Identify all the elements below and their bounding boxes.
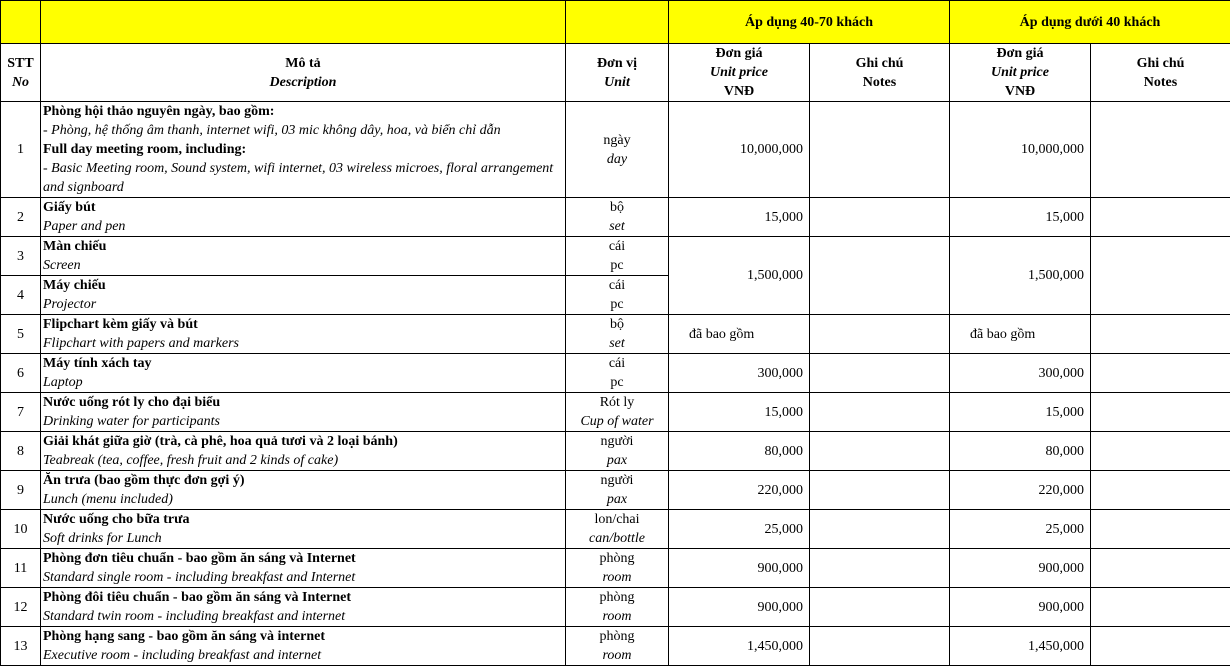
- row-description: Phòng đôi tiêu chuẩn - bao gồm ăn sáng và Internet Standard twin room - including breakfast and internet: [41, 588, 566, 627]
- row-unit: bộ set: [566, 198, 669, 237]
- row-notes-b: [1091, 393, 1230, 432]
- row-notes-b: [1091, 627, 1230, 666]
- row-price-a: 300,000: [669, 354, 810, 393]
- row-price-a: 900,000: [669, 549, 810, 588]
- table-row: [1, 510, 1230, 549]
- row-notes-a: [810, 510, 950, 549]
- row-description: Ăn trưa (bao gồm thực đơn gợi ý) Lunch (menu included): [41, 471, 566, 510]
- row-description: Phòng hạng sang - bao gồm ăn sáng và internet Executive room - including breakfast and internet: [41, 627, 566, 666]
- row-price-a: 900,000: [669, 588, 810, 627]
- row-notes-b: [1091, 588, 1230, 627]
- table-row: [1, 432, 1230, 471]
- header-stt: STT No: [1, 44, 41, 102]
- row-price-b: 900,000: [950, 549, 1091, 588]
- row-notes-a: [810, 549, 950, 588]
- table-row: [1, 237, 1230, 276]
- row-number: 6: [1, 354, 41, 393]
- header-unit: Đơn vị Unit: [566, 44, 669, 102]
- header-notes-a: Ghi chú Notes: [810, 44, 950, 102]
- row-notes-a: [810, 393, 950, 432]
- row-notes-a: [810, 198, 950, 237]
- row-unit: phòng room: [566, 627, 669, 666]
- row-description: Giải khát giữa giờ (trà, cà phê, hoa quả tươi và 2 loại bánh) Teabreak (tea, coffee, fresh fruit and 2 kinds of cake): [41, 432, 566, 471]
- row-price-a: 25,000: [669, 510, 810, 549]
- row-unit: bộ set: [566, 315, 669, 354]
- header-row-groups: [1, 1, 1230, 44]
- row-price-b: 1,450,000: [950, 627, 1091, 666]
- header-group-40-70: Áp dụng 40-70 khách: [669, 1, 950, 44]
- row-notes-a: [810, 237, 950, 315]
- row-description: Nước uống cho bữa trưa Soft drinks for Lunch: [41, 510, 566, 549]
- row-price-a: 15,000: [669, 393, 810, 432]
- table-row: [1, 549, 1230, 588]
- row-price-a: 15,000: [669, 198, 810, 237]
- header-notes-b: Ghi chú Notes: [1091, 44, 1230, 102]
- row-unit: phòng room: [566, 549, 669, 588]
- row-number: 12: [1, 588, 41, 627]
- row-notes-a: [810, 627, 950, 666]
- row-price-a: 220,000: [669, 471, 810, 510]
- row-price-b: đã bao gồm: [950, 315, 1091, 354]
- row-price-a: 1,450,000: [669, 627, 810, 666]
- row-number: 5: [1, 315, 41, 354]
- table-row: [1, 471, 1230, 510]
- row-unit: lon/chai can/bottle: [566, 510, 669, 549]
- header-price-b: Đơn giá Unit price VNĐ: [950, 44, 1091, 102]
- row-description: Phòng hội thảo nguyên ngày, bao gồm: - Phòng, hệ thống âm thanh, internet wifi, 03 mic không dây, hoa, và biển chỉ dẫn Full day meeting room, including: - Basic Meeting room, Sound system, wifi internet, 03 wireless microes, floral arrangement and signboard: [41, 102, 566, 198]
- table-row: [1, 354, 1230, 393]
- table-row: [1, 198, 1230, 237]
- row-notes-a: [810, 315, 950, 354]
- row-notes-b: [1091, 198, 1230, 237]
- table-row: [1, 102, 1230, 198]
- row-number: 1: [1, 102, 41, 198]
- row-number: 10: [1, 510, 41, 549]
- row-notes-a: [810, 471, 950, 510]
- row-notes-a: [810, 354, 950, 393]
- table-row: [1, 393, 1230, 432]
- row-unit: người pax: [566, 432, 669, 471]
- row-unit: cái pc: [566, 354, 669, 393]
- row-number: 7: [1, 393, 41, 432]
- row-price-b: 25,000: [950, 510, 1091, 549]
- header-empty-unit: [566, 1, 669, 44]
- row-price-b: 15,000: [950, 393, 1091, 432]
- row-unit: phòng room: [566, 588, 669, 627]
- row-description: Máy chiếu Projector: [41, 276, 566, 315]
- row-unit: cái pc: [566, 276, 669, 315]
- header-empty-desc: [41, 1, 566, 44]
- row-number: 2: [1, 198, 41, 237]
- row-notes-a: [810, 588, 950, 627]
- row-price-b: 220,000: [950, 471, 1091, 510]
- table-row: [1, 588, 1230, 627]
- row-notes-a: [810, 102, 950, 198]
- table-row: [1, 627, 1230, 666]
- row-price-a: 80,000: [669, 432, 810, 471]
- header-empty-stt: [1, 1, 41, 44]
- row-notes-b: [1091, 510, 1230, 549]
- row-price-b: 1,500,000: [950, 237, 1091, 315]
- row-description: Màn chiếu Screen: [41, 237, 566, 276]
- row-notes-b: [1091, 549, 1230, 588]
- row-price-b: 15,000: [950, 198, 1091, 237]
- row-price-b: 80,000: [950, 432, 1091, 471]
- row-price-a: 10,000,000: [669, 102, 810, 198]
- row-notes-b: [1091, 102, 1230, 198]
- header-row-columns: [1, 44, 1230, 102]
- row-description: Phòng đơn tiêu chuẩn - bao gồm ăn sáng và Internet Standard single room - including breakfast and Internet: [41, 549, 566, 588]
- row-notes-a: [810, 432, 950, 471]
- table-row: [1, 315, 1230, 354]
- row-number: 8: [1, 432, 41, 471]
- header-group-under-40: Áp dụng dưới 40 khách: [950, 1, 1230, 44]
- row-notes-b: [1091, 432, 1230, 471]
- row-number: 3: [1, 237, 41, 276]
- row-description: Giấy bút Paper and pen: [41, 198, 566, 237]
- row-notes-b: [1091, 315, 1230, 354]
- row-unit: Rót ly Cup of water: [566, 393, 669, 432]
- row-notes-b: [1091, 471, 1230, 510]
- row-price-a: 1,500,000: [669, 237, 810, 315]
- row-price-b: 900,000: [950, 588, 1091, 627]
- row-price-b: 10,000,000: [950, 102, 1091, 198]
- row-description: Máy tính xách tay Laptop: [41, 354, 566, 393]
- row-notes-b: [1091, 354, 1230, 393]
- row-description: Flipchart kèm giấy và bút Flipchart with papers and markers: [41, 315, 566, 354]
- header-description: Mô tả Description: [41, 44, 566, 102]
- row-number: 4: [1, 276, 41, 315]
- row-notes-b: [1091, 237, 1230, 315]
- row-price-a: đã bao gồm: [669, 315, 810, 354]
- row-number: 13: [1, 627, 41, 666]
- row-unit: ngày day: [566, 102, 669, 198]
- row-number: 9: [1, 471, 41, 510]
- row-unit: cái pc: [566, 237, 669, 276]
- header-price-a: Đơn giá Unit price VNĐ: [669, 44, 810, 102]
- row-number: 11: [1, 549, 41, 588]
- row-unit: người pax: [566, 471, 669, 510]
- row-description: Nước uống rót ly cho đại biểu Drinking water for participants: [41, 393, 566, 432]
- row-price-b: 300,000: [950, 354, 1091, 393]
